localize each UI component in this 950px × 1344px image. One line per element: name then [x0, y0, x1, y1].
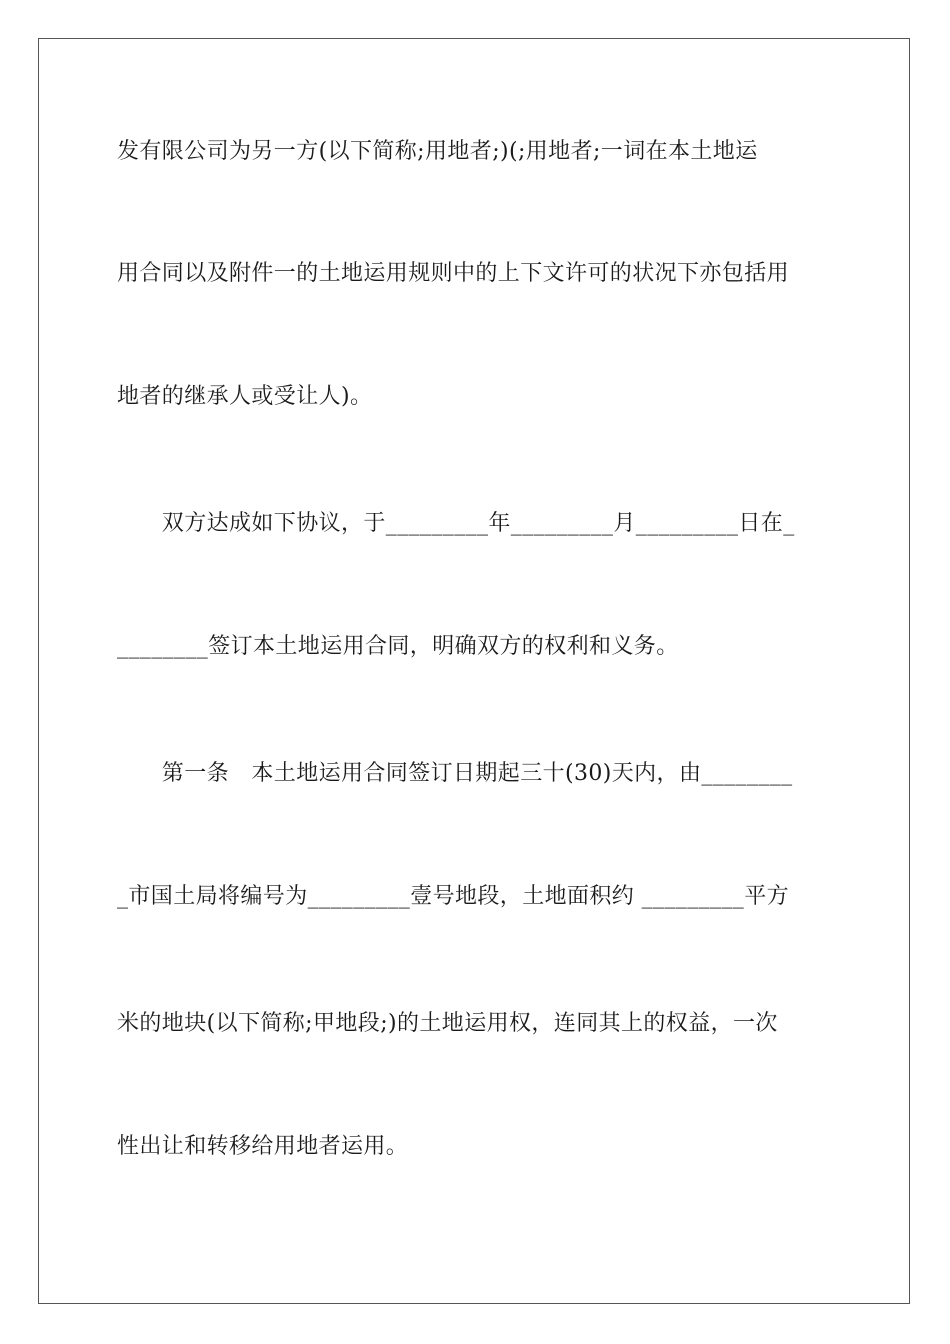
text-line: 地者的继承人或受让人)。: [117, 384, 373, 409]
text-line: ________签订本土地运用合同，明确双方的权利和义务。: [117, 634, 679, 659]
text-line: 发有限公司为另一方(以下简称;用地者;)(;用地者;一词在本土地运: [117, 139, 758, 164]
text-line: 米的地块(以下简称;甲地段;)的土地运用权，连同其上的权益，一次: [117, 1011, 778, 1036]
text-line: _市国土局将编号为_________壹号地段，土地面积约 _________平方: [117, 884, 789, 909]
text-line: 第一条 本土地运用合同签订日期起三十(30)天内，由________: [117, 761, 793, 786]
text-line: 双方达成如下协议，于_________年_________月_________日在_: [117, 511, 795, 536]
text-line: 用合同以及附件一的土地运用规则中的上下文许可的状况下亦包括用: [117, 261, 790, 286]
page-border: [38, 38, 910, 1304]
text-line: 性出让和转移给用地者运用。: [117, 1134, 409, 1159]
